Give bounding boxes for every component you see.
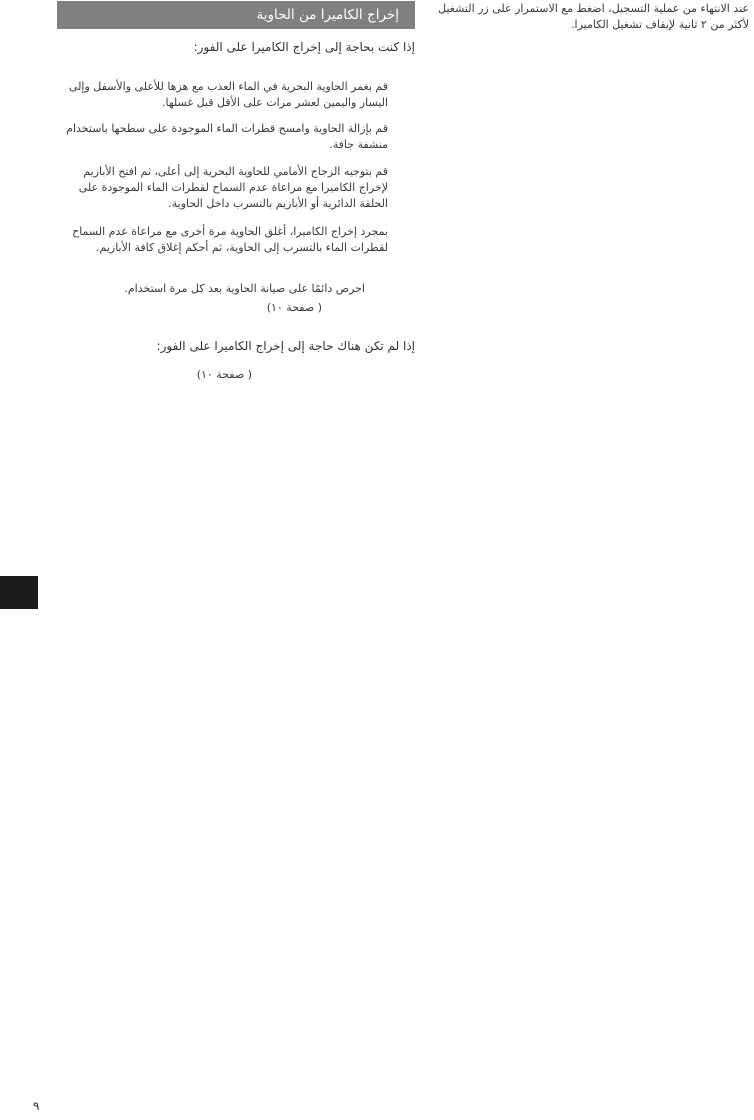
maintenance-note: احرص دائمًا على صيانة الحاوية بعد كل مرة استخدام. (124, 282, 365, 295)
side-tab-marker (0, 576, 38, 609)
subheading-not-urgent: إذا لم تكن هناك حاجة إلى إخراج الكاميرا على الفور: (156, 339, 415, 353)
step-1: قم بغمر الحاوية البحرية في الماء العذب مع هزها للأعلى والأسفل وإلى اليسار واليمين لعشر مرات على الأقل قبل غسلها. (68, 80, 388, 109)
page-reference-2: ( صفحة ١٠) (196, 368, 252, 381)
step-4: بمجرد إخراج الكاميرا، أغلق الحاوية مرة أخرى مع مراعاة عدم السماح لقطرات الماء بالتسرب إلى الحاوية، ثم أحكم إغلاق كافة الأبازيم. (72, 225, 388, 254)
subheading-urgent: إذا كنت بحاجة إلى إخراج الكاميرا على الفور: (193, 40, 415, 54)
step-2: قم بإزالة الحاوية وامسح قطرات الماء الموجودة على سطحها باستخدام منشفة جافة. (66, 122, 388, 151)
page-reference-1: ( صفحة ١٠) (266, 301, 322, 314)
page-number: ٩ (33, 1099, 40, 1113)
power-off-paragraph: عند الانتهاء من عملية التسجيل، اضغط مع الاستمرار على زر التشغيل لأكثر من ٢ ثانية لإيقاف تشغيل الكاميرا. (438, 2, 749, 31)
section-title-bar (57, 1, 415, 29)
step-3: قم بتوجيه الزجاج الأمامي للحاوية البحرية إلى أعلى، ثم افتح الأبازيم لإخراج الكاميرا مع مراعاة عدم السماح لقطرات الماء الموجودة على الحلقة الدائرية أو الأبازيم بالتسرب داخل الحاوية. (78, 165, 388, 210)
section-title: إخراج الكاميرا من الحاوية (256, 7, 399, 23)
